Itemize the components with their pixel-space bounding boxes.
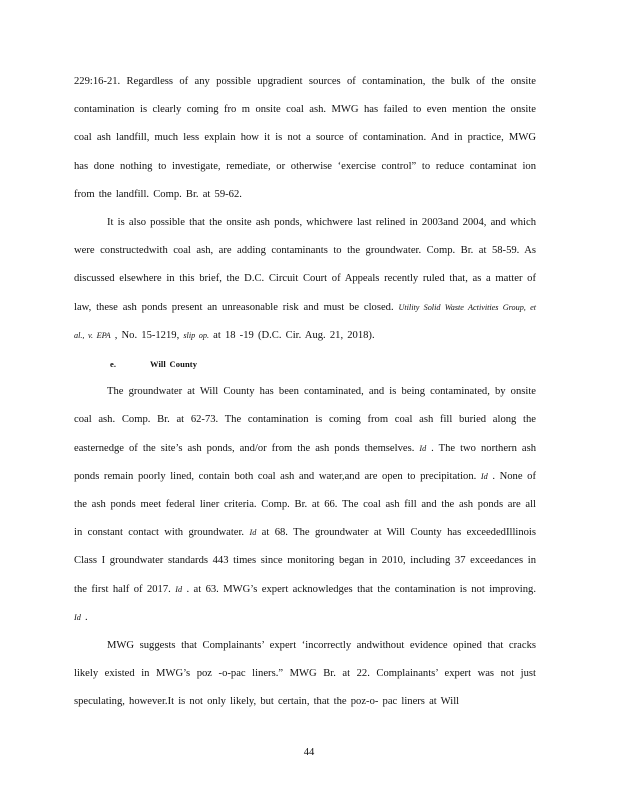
paragraph-text: 229:16-21. Regardless of any possible upgradient sources of contamination, the bulk of the onsite contamination is clearly coming fro m onsite coal ash. MWG has failed to even mention the onsite coal ash landfill, much less explain how it is not a source of contamination. And in practice, MWG has done nothing to investigate, remediate, or otherwise ‘exercise control” to reduce contaminat ion from the landfill. Comp. Br. at 59-62. — [74, 76, 536, 200]
id-citation: Id — [419, 443, 427, 453]
paragraph-will-county-groundwater — [74, 378, 536, 632]
section-heading-label: e. — [110, 359, 117, 370]
paragraph-text: . — [80, 611, 88, 623]
paragraph-text: MWG suggests that Complainants’ expert ‘incorrectly andwithout evidence opined that cracks likely existed in MWG’s poz -o-pac liners.” MWG Br. at 22. Complainants’ expert was not just speculating, however.It is not only likely, but certain, that the poz-o- pac liners at Will — [74, 640, 536, 708]
paragraph-text: at 18 -19 (D.C. Cir. Aug. 21, 2018). — [209, 329, 375, 341]
id-citation: Id — [175, 584, 183, 594]
id-citation: Id — [74, 612, 81, 622]
slip-op-citation: slip op. — [183, 330, 209, 340]
paragraph-text: , No. 15-1219, — [110, 329, 184, 341]
paragraph-text: The groundwater at Will County has been contaminated, and is being contaminated, by onsite coal ash. Comp. Br. at 62-73. The contamination is coming from coal ash fill buried along the easternedge of the site’s ash ponds, and/or from the ash ponds themselves. — [74, 386, 536, 454]
paragraph-text: . The two northern ash ponds remain poorly lined, contain both coal ash and water,and are open to precipitation. — [74, 442, 536, 482]
paragraph-text: . at 63. MWG’s expert acknowledges that the contamination is not improving. — [182, 583, 536, 595]
page-number: 44 — [303, 747, 315, 758]
paragraph-text: . None of the ash ponds meet federal liner criteria. Comp. Br. at 66. The coal ash fill and the ash ponds are all in constant contact with groundwater. — [74, 470, 536, 539]
id-citation: Id — [249, 528, 257, 538]
paragraph-liner-cracks — [74, 632, 536, 717]
section-heading-title: Will County — [150, 359, 198, 370]
paragraph-text: at 68. The groundwater at Will County has exceededIllinois Class I groundwater standards 443 times since monitoring began in 2010, including 37 exceedances in the first half of 2017. — [74, 527, 537, 595]
section-heading — [74, 350, 536, 378]
case-citation: Utility Solid Waste Activities Group, et al., v. EPA — [74, 302, 536, 340]
body-text — [74, 68, 536, 717]
paragraph-text: It is also possible that the onsite ash ponds, whichwere last relined in 2003and 2004, and which were constructedwith coal ash, are adding contaminants to the groundwater. Comp. Br. at 58-59. As discussed elsewhere in this brief, the D.C. Circuit Court of Appeals recently ruled that, as a matter of law, these ash ponds present an unreasonable risk and must be closed. — [74, 217, 536, 313]
paragraph-landfill-contamination — [74, 68, 536, 209]
id-citation: Id — [480, 471, 488, 481]
paragraph-ash-ponds — [74, 209, 536, 350]
